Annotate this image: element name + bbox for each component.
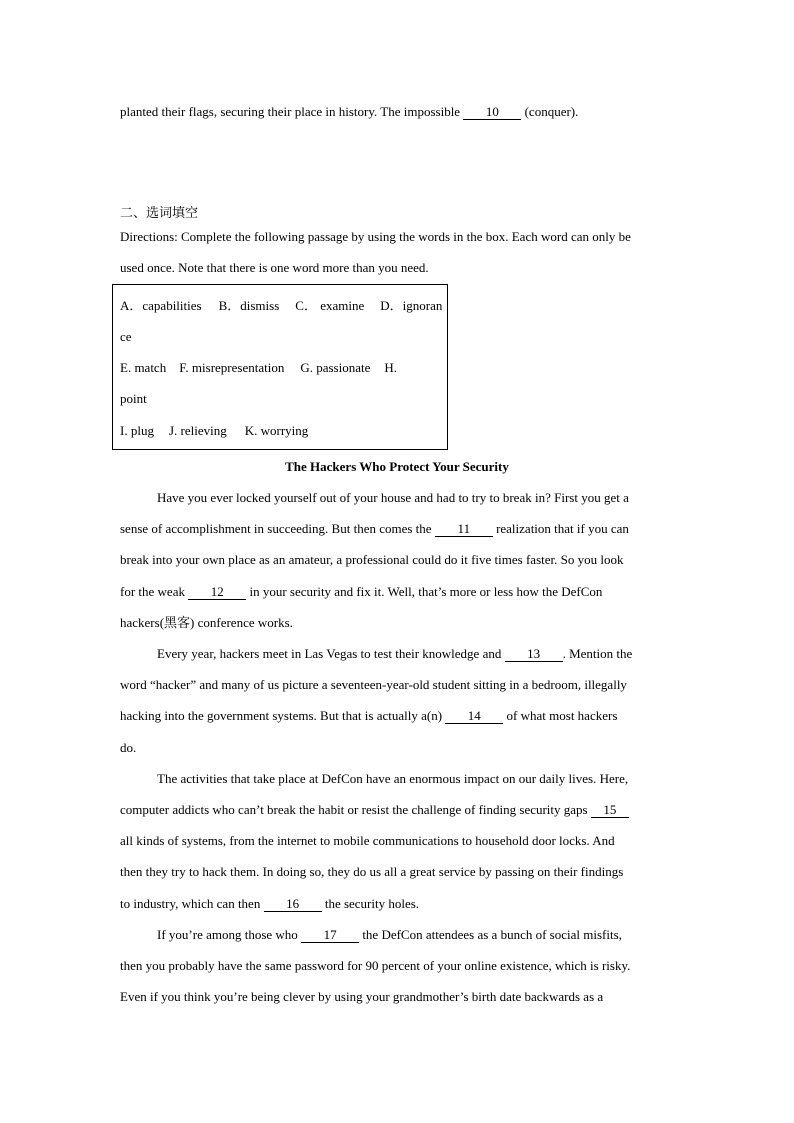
p2-line-4: do. bbox=[120, 740, 137, 755]
word-box-row-2: ce bbox=[120, 329, 132, 344]
p1-line-5: hackers(黑客) conference works. bbox=[120, 615, 293, 630]
p1-l2-text: sense of accomplishment in succeeding. But then comes the bbox=[120, 521, 435, 536]
p3-l2-text: computer addicts who can’t break the habit or resist the challenge of finding security gaps bbox=[120, 802, 591, 817]
p1-l4-text-after: in your security and fix it. Well, that’s more or less how the DefCon bbox=[246, 584, 603, 599]
carryover-text: planted their flags, securing their place in history. The impossible bbox=[120, 104, 464, 119]
p1-line-4 bbox=[120, 584, 674, 600]
p2-line-2: word “hacker” and many of us picture a seventeen-year-old student sitting in a bedroom, illegally bbox=[120, 677, 627, 692]
passage-title: The Hackers Who Protect Your Security bbox=[285, 459, 509, 474]
directions-line-2: used once. Note that there is one word more than you need. bbox=[120, 260, 429, 275]
p3-line-3: all kinds of systems, from the internet to mobile communications to household door locks. And bbox=[120, 833, 615, 848]
carryover-line bbox=[120, 104, 674, 120]
p1-l4-text: for the weak bbox=[120, 584, 189, 599]
option-d: D．ignoran bbox=[380, 298, 443, 313]
blank-17[interactable]: 17 bbox=[301, 928, 359, 943]
p4-line-2: then you probably have the same password for 90 percent of your online existence, which is risky. bbox=[120, 958, 631, 973]
p2-l3-text-after: of what most hackers bbox=[503, 708, 618, 723]
option-c: C． examine bbox=[295, 298, 365, 313]
option-i: I. plug bbox=[120, 423, 154, 438]
section-title: 二、选词填空 bbox=[120, 206, 199, 221]
option-h: H. bbox=[384, 360, 398, 375]
option-f: F. misrepresentation bbox=[179, 360, 285, 375]
option-j: J. relieving bbox=[168, 423, 227, 438]
blank-14[interactable]: 14 bbox=[445, 709, 503, 724]
p1-line-2 bbox=[120, 521, 674, 537]
p4-l1-text-after: the DefCon attendees as a bunch of social misfits, bbox=[359, 927, 622, 942]
directions-line-1: Directions: Complete the following passage by using the words in the box. Each word can only be bbox=[120, 229, 631, 244]
blank-10[interactable]: 10 bbox=[463, 105, 521, 120]
p1-line-3: break into your own place as an amateur, a professional could do it five times faster. So you look bbox=[120, 552, 624, 567]
blank-11[interactable]: 11 bbox=[435, 522, 493, 537]
option-a: A．capabilities bbox=[120, 298, 202, 313]
word-box-row-1 bbox=[120, 298, 442, 314]
p2-l1-text: Every year, hackers meet in Las Vegas to test their knowledge and bbox=[157, 646, 505, 661]
option-k: K. worrying bbox=[244, 423, 309, 438]
blank-15[interactable]: 15 bbox=[591, 803, 629, 818]
p3-line-1: The activities that take place at DefCon have an enormous impact on our daily lives. Here, bbox=[157, 771, 629, 786]
p4-line-1 bbox=[120, 927, 674, 943]
p4-line-3: Even if you think you’re being clever by using your grandmother’s birth date backwards as a bbox=[120, 989, 604, 1004]
p2-line-3 bbox=[120, 708, 674, 724]
p3-l5-text-after: the security holes. bbox=[321, 896, 420, 911]
option-b: B．dismiss bbox=[218, 298, 280, 313]
p3-line-2 bbox=[120, 802, 674, 818]
blank-13[interactable]: 13 bbox=[505, 647, 563, 662]
p2-l3-text: hacking into the government systems. But that is actually a(n) bbox=[120, 708, 446, 723]
carryover-text-after: (conquer). bbox=[521, 104, 579, 119]
p1-l2-text-after: realization that if you can bbox=[492, 521, 629, 536]
word-box bbox=[112, 284, 448, 450]
p1-line-1: Have you ever locked yourself out of your house and had to try to break in? First you get a bbox=[157, 490, 629, 505]
blank-16[interactable]: 16 bbox=[264, 897, 322, 912]
p2-l1-text-after: . Mention the bbox=[562, 646, 633, 661]
word-box-row-5 bbox=[120, 423, 308, 439]
option-g: G. passionate bbox=[300, 360, 371, 375]
word-box-row-4: point bbox=[120, 391, 147, 406]
blank-12[interactable]: 12 bbox=[188, 585, 246, 600]
p4-l1-text: If you’re among those who bbox=[157, 927, 302, 942]
p2-line-1 bbox=[120, 646, 674, 662]
p3-line-5 bbox=[120, 896, 674, 912]
option-e: E. match bbox=[120, 360, 167, 375]
p3-l5-text: to industry, which can then bbox=[120, 896, 264, 911]
p3-line-4: then they try to hack them. In doing so, they do us all a great service by passing on their findings bbox=[120, 864, 624, 879]
word-box-row-3 bbox=[120, 360, 397, 376]
